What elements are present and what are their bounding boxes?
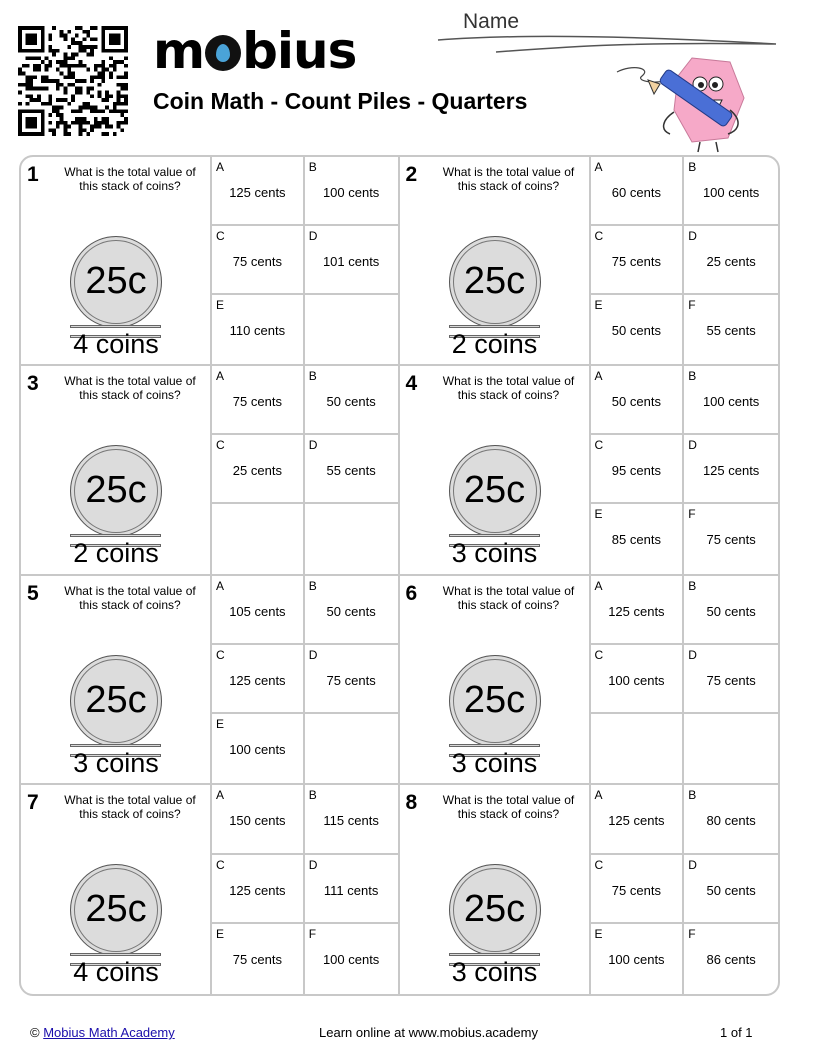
problem-4 xyxy=(400,366,779,575)
answer-letter: B xyxy=(308,787,317,802)
answer-option-d[interactable] xyxy=(684,645,778,714)
coin-value-label: 25c xyxy=(463,260,526,302)
answer-letter: D xyxy=(688,647,697,662)
problem-8 xyxy=(400,785,779,994)
answer-value: 50 cents xyxy=(706,882,756,898)
answer-letter: A xyxy=(216,160,225,174)
coin-count-label: 3 coins xyxy=(73,747,159,778)
answer-option-b[interactable] xyxy=(305,576,398,645)
answer-empty xyxy=(212,504,305,573)
answer-letter: C xyxy=(594,647,604,662)
answer-letter: C xyxy=(216,229,225,244)
coin-value-label: 25c xyxy=(463,887,526,930)
answer-value: 60 cents xyxy=(611,185,661,200)
coin-count-label: 2 coins xyxy=(451,329,538,359)
answer-options xyxy=(589,785,779,994)
answer-value: 110 cents xyxy=(229,323,286,339)
question-text: What is the total value of this stack of coins? xyxy=(442,165,575,193)
problem-number: 4 xyxy=(405,372,418,396)
academy-link[interactable]: Mobius Math Academy xyxy=(43,1025,175,1040)
answer-option-d[interactable] xyxy=(305,645,398,714)
answer-option-d[interactable] xyxy=(684,855,778,925)
question-text: What is the total value of this stack of coins? xyxy=(64,374,196,403)
answer-option-e[interactable] xyxy=(591,295,685,364)
quarter-coin-icon xyxy=(449,445,541,537)
answer-value: 100 cents xyxy=(608,952,665,968)
answer-letter: E xyxy=(216,716,225,731)
answer-option-c[interactable] xyxy=(591,435,685,504)
answer-option-f[interactable] xyxy=(684,504,778,573)
answer-options xyxy=(210,157,398,364)
footer-copyright xyxy=(30,1025,175,1040)
answer-letter: F xyxy=(688,927,696,942)
answer-option-a[interactable] xyxy=(591,576,685,645)
answer-value: 75 cents xyxy=(232,952,282,968)
answer-value: 100 cents xyxy=(608,672,665,688)
answer-options xyxy=(589,576,779,783)
coin-value-label: 25c xyxy=(463,678,526,721)
answer-option-d[interactable] xyxy=(684,435,778,504)
answer-empty xyxy=(305,504,398,573)
answer-option-b[interactable] xyxy=(684,576,778,645)
answer-value: 125 cents xyxy=(229,672,286,688)
quarter-coin-icon xyxy=(449,236,541,328)
problem-3 xyxy=(21,366,400,575)
answer-letter: B xyxy=(308,578,317,593)
answer-letter: A xyxy=(594,369,603,384)
answer-letter: D xyxy=(308,229,318,244)
question-text: What is the total value of this stack of coins? xyxy=(442,374,575,403)
answer-letter: C xyxy=(216,438,225,453)
answer-value: 125 cents xyxy=(229,882,286,898)
answer-option-c[interactable] xyxy=(212,855,305,925)
answer-value: 125 cents xyxy=(702,463,760,479)
answer-letter: C xyxy=(216,857,225,872)
answer-value: 50 cents xyxy=(611,323,661,339)
answer-letter: B xyxy=(688,578,697,593)
answer-option-d[interactable] xyxy=(305,226,398,295)
answer-letter: A xyxy=(216,369,225,384)
answer-option-a[interactable] xyxy=(212,576,305,645)
answer-value: 105 cents xyxy=(229,603,286,619)
problem-number: 5 xyxy=(27,581,39,605)
problem-number: 6 xyxy=(405,581,418,605)
answer-letter: B xyxy=(308,160,317,174)
problem-grid xyxy=(19,155,780,996)
answer-value: 50 cents xyxy=(611,394,661,410)
answer-value: 50 cents xyxy=(706,603,756,619)
answer-option-a[interactable] xyxy=(591,366,685,435)
answer-option-a[interactable] xyxy=(212,157,305,226)
logo-drop-icon xyxy=(205,35,241,71)
answer-value: 25 cents xyxy=(232,463,282,479)
answer-value: 150 cents xyxy=(229,812,286,828)
copyright-symbol: © xyxy=(30,1025,40,1040)
problem-number: 1 xyxy=(27,163,39,186)
answer-empty xyxy=(591,714,685,783)
answer-option-b[interactable] xyxy=(684,366,778,435)
answer-option-c[interactable] xyxy=(212,645,305,714)
answer-value: 100 cents xyxy=(229,741,286,757)
answer-letter: B xyxy=(688,787,697,802)
quarter-coin-icon xyxy=(70,864,162,956)
answer-option-f[interactable] xyxy=(684,924,778,994)
answer-options xyxy=(210,785,398,994)
answer-value: 55 cents xyxy=(326,463,376,479)
answer-value: 75 cents xyxy=(706,672,756,688)
answer-letter: D xyxy=(688,229,697,244)
answer-option-c[interactable] xyxy=(591,226,685,295)
answer-value: 100 cents xyxy=(322,952,380,968)
answer-value: 125 cents xyxy=(229,185,286,200)
answer-option-b[interactable] xyxy=(684,157,778,226)
answer-value: 100 cents xyxy=(322,185,380,200)
coin-value-label: 25c xyxy=(85,887,147,930)
answer-option-d[interactable] xyxy=(305,435,398,504)
question-text: What is the total value of this stack of coins? xyxy=(64,583,196,612)
answer-value: 50 cents xyxy=(326,603,376,619)
answer-option-c[interactable] xyxy=(212,435,305,504)
answer-value: 86 cents xyxy=(706,952,756,968)
problem-1 xyxy=(21,157,400,366)
coin-value-label: 25c xyxy=(85,678,147,721)
answer-option-a[interactable] xyxy=(591,157,685,226)
answer-option-c[interactable] xyxy=(591,645,685,714)
coin-count-label: 3 coins xyxy=(451,747,538,778)
answer-option-e[interactable] xyxy=(212,924,305,994)
answer-letter: A xyxy=(594,578,603,593)
answer-letter: C xyxy=(594,857,604,872)
answer-letter: C xyxy=(216,647,225,662)
answer-letter: A xyxy=(594,787,603,802)
answer-value: 125 cents xyxy=(608,603,665,619)
answer-option-f[interactable] xyxy=(305,924,398,994)
answer-letter: F xyxy=(688,507,696,522)
answer-option-e[interactable] xyxy=(212,295,305,364)
answer-value: 115 cents xyxy=(323,812,379,828)
answer-value: 111 cents xyxy=(323,882,379,898)
answer-letter: A xyxy=(594,160,603,174)
answer-option-b[interactable] xyxy=(305,366,398,435)
answer-option-a[interactable] xyxy=(212,366,305,435)
coin-value-label: 25c xyxy=(463,469,526,512)
answer-option-a[interactable] xyxy=(591,785,685,855)
answer-value: 75 cents xyxy=(706,532,756,548)
quarter-coin-icon xyxy=(70,445,162,537)
problem-2 xyxy=(400,157,779,366)
answer-value: 80 cents xyxy=(706,812,756,828)
answer-value: 100 cents xyxy=(702,185,760,200)
answer-letter: A xyxy=(216,787,225,802)
answer-value: 95 cents xyxy=(611,463,661,479)
answer-value: 75 cents xyxy=(611,882,661,898)
answer-value: 55 cents xyxy=(706,323,756,339)
answer-letter: D xyxy=(688,857,697,872)
answer-empty xyxy=(305,295,398,364)
answer-option-f[interactable] xyxy=(684,295,778,364)
coin-count-label: 2 coins xyxy=(73,538,159,569)
answer-value: 100 cents xyxy=(702,394,760,410)
answer-letter: C xyxy=(594,438,604,453)
quarter-coin-icon xyxy=(449,655,541,747)
page-count: 1 of 1 xyxy=(720,1025,753,1040)
answer-option-d[interactable] xyxy=(305,855,398,925)
answer-letter: E xyxy=(216,298,225,313)
answer-letter: D xyxy=(308,438,318,453)
answer-option-e[interactable] xyxy=(591,504,685,573)
coin-count-label: 4 coins xyxy=(73,329,159,359)
answer-value: 50 cents xyxy=(326,394,376,410)
answer-letter: D xyxy=(308,647,318,662)
question-text: What is the total value of this stack of coins? xyxy=(442,583,575,612)
answer-option-b[interactable] xyxy=(305,157,398,226)
quarter-coin-icon xyxy=(70,655,162,747)
name-label: Name xyxy=(463,10,520,33)
problem-5 xyxy=(21,576,400,785)
answer-option-b[interactable] xyxy=(684,785,778,855)
answer-options xyxy=(589,366,779,573)
answer-empty xyxy=(305,714,398,783)
answer-letter: D xyxy=(308,857,318,872)
answer-empty xyxy=(684,714,778,783)
problem-number: 7 xyxy=(27,790,39,814)
answer-option-d[interactable] xyxy=(684,226,778,295)
answer-letter: E xyxy=(594,298,603,313)
answer-value: 75 cents xyxy=(232,254,282,270)
coin-count-label: 3 coins xyxy=(451,538,538,569)
answer-value: 101 cents xyxy=(322,254,380,270)
answer-value: 75 cents xyxy=(232,394,282,410)
answer-letter: E xyxy=(594,507,603,522)
footer-learn-online: Learn online at www.mobius.academy xyxy=(319,1025,538,1040)
mobius-logo: m bius xyxy=(153,22,357,80)
worksheet-title: Coin Math - Count Piles - Quarters xyxy=(153,88,528,114)
answer-value: 75 cents xyxy=(611,254,661,270)
answer-value: 25 cents xyxy=(706,254,756,270)
answer-option-c[interactable] xyxy=(212,226,305,295)
mascot-crayon-illustration xyxy=(612,50,752,158)
answer-letter: D xyxy=(688,438,697,453)
answer-options xyxy=(589,157,779,364)
problem-number: 2 xyxy=(405,163,418,186)
answer-value: 125 cents xyxy=(608,812,665,828)
problem-number: 8 xyxy=(405,790,418,814)
answer-letter: A xyxy=(216,578,225,593)
answer-letter: C xyxy=(594,229,604,244)
coin-count-label: 3 coins xyxy=(451,956,538,987)
answer-letter: B xyxy=(308,369,317,384)
answer-letter: E xyxy=(594,927,603,942)
coin-count-label: 4 coins xyxy=(73,956,159,987)
question-text: What is the total value of this stack of coins? xyxy=(64,165,196,193)
coin-value-label: 25c xyxy=(85,469,147,512)
problem-7 xyxy=(21,785,400,994)
qr-code-icon xyxy=(17,26,129,136)
answer-option-e[interactable] xyxy=(212,714,305,783)
answer-option-a[interactable] xyxy=(212,785,305,855)
answer-letter: E xyxy=(216,927,225,942)
answer-value: 85 cents xyxy=(611,532,661,548)
answer-option-e[interactable] xyxy=(591,924,685,994)
answer-value: 75 cents xyxy=(326,672,376,688)
answer-letter: F xyxy=(308,927,317,942)
answer-options xyxy=(210,576,398,783)
quarter-coin-icon xyxy=(70,236,162,328)
answer-letter: B xyxy=(688,369,697,384)
problem-6 xyxy=(400,576,779,785)
quarter-coin-icon xyxy=(449,864,541,956)
answer-letter: B xyxy=(688,160,697,174)
answer-options xyxy=(210,366,398,573)
answer-option-c[interactable] xyxy=(591,855,685,925)
question-text: What is the total value of this stack of coins? xyxy=(442,792,575,821)
coin-value-label: 25c xyxy=(85,260,147,302)
question-text: What is the total value of this stack of coins? xyxy=(64,792,196,821)
answer-letter: F xyxy=(688,298,696,313)
problem-number: 3 xyxy=(27,372,39,396)
answer-option-b[interactable] xyxy=(305,785,398,855)
